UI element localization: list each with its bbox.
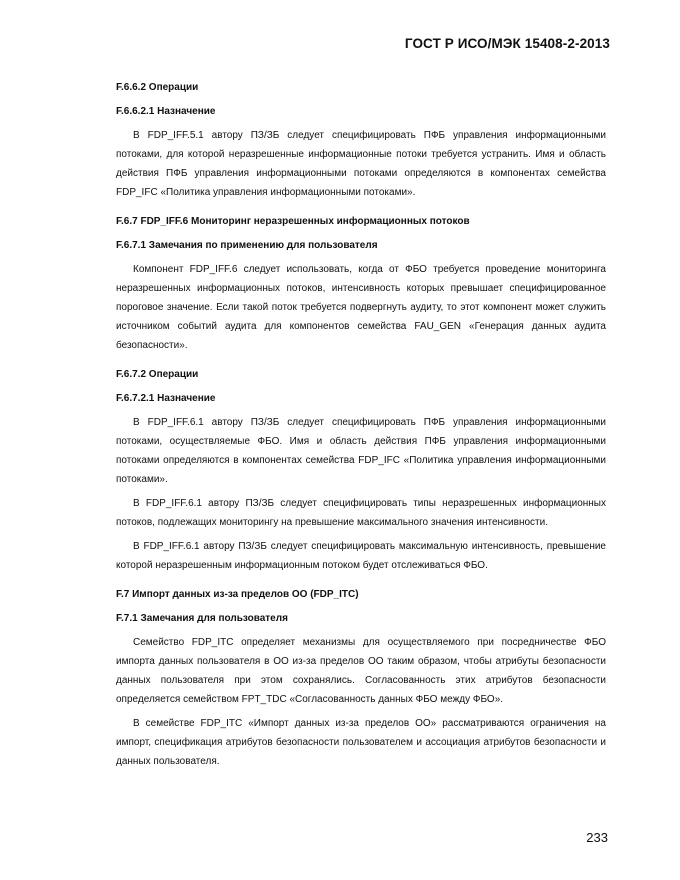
document-standard-title: ГОСТ Р ИСО/МЭК 15408-2-2013 xyxy=(404,36,610,51)
section-heading: F.6.6.2 Операции xyxy=(116,82,199,93)
section-heading: F.7 Импорт данных из-за пределов ОО (FDP_ITC) xyxy=(116,589,359,600)
section-heading: F.6.6.2.1 Назначение xyxy=(116,106,216,117)
body-paragraph: В FDP_IFF.6.1 автору ПЗ/ЗБ следует специфицировать ПФБ управления информационными потоками, осуществляемые ФБО. Имя и область действия ПФБ управления информационными потоками определяются в компонентах семейства FDP_IFC «Политика управления информационными потоками». xyxy=(116,417,606,485)
section-heading: F.6.7.1 Замечания по применению для пользователя xyxy=(116,240,378,251)
section-heading: F.6.7.2.1 Назначение xyxy=(116,393,216,404)
body-paragraph: В FDP_IFF.6.1 автору ПЗ/ЗБ следует специфицировать типы неразрешенных информационных потоков, подлежащих мониторингу на превышение максимального значения интенсивности. xyxy=(116,498,606,528)
section-heading: F.7.1 Замечания для пользователя xyxy=(116,613,288,624)
document-body xyxy=(116,78,606,776)
section-heading: F.6.7 FDP_IFF.6 Мониторинг неразрешенных информационных потоков xyxy=(116,216,470,227)
body-paragraph: Семейство FDP_ITC определяет механизмы для осуществляемого при посредничестве ФБО импорта данных пользователя в ОО из-за пределов ОО таким образом, чтобы атрибуты безопасности данных пользователя при этом сохранялись. Согласованность этих атрибутов безопасности определяется семейством FPT_TDC «Согласованность данных ФБО между ФБО». xyxy=(116,637,606,705)
section-heading: F.6.7.2 Операции xyxy=(116,369,199,380)
body-paragraph: В FDP_IFF.5.1 автору ПЗ/ЗБ следует специфицировать ПФБ управления информационными потоками, для которой неразрешенные информационные потоки требуется устранить. Имя и область действия ПФБ управления информационными потоками определяются в компонентах семейства FDP_IFC «Политика управления информационными потоками». xyxy=(116,130,606,198)
page-number: 233 xyxy=(586,830,608,845)
body-paragraph: В семействе FDP_ITC «Импорт данных из-за пределов ОО» рассматриваются ограничения на импорт, спецификация атрибутов безопасности пользователем и ассоциация атрибутов безопасности и данных пользователя. xyxy=(116,718,606,767)
body-paragraph: Компонент FDP_IFF.6 следует использовать, когда от ФБО требуется проведение мониторинга неразрешенных информационных потоков, интенсивность которых превышает специфицированное пороговое значение. Если такой поток требуется подвергнуть аудиту, то этот компонент может служить источником событий аудита для компонентов семейства FAU_GEN «Генерация данных аудита безопасности». xyxy=(116,264,606,351)
body-paragraph: В FDP_IFF.6.1 автору ПЗ/ЗБ следует специфицировать максимальную интенсивность, превышение которой неразрешенным информационным потоком будет отслеживаться ФБО. xyxy=(116,541,606,571)
